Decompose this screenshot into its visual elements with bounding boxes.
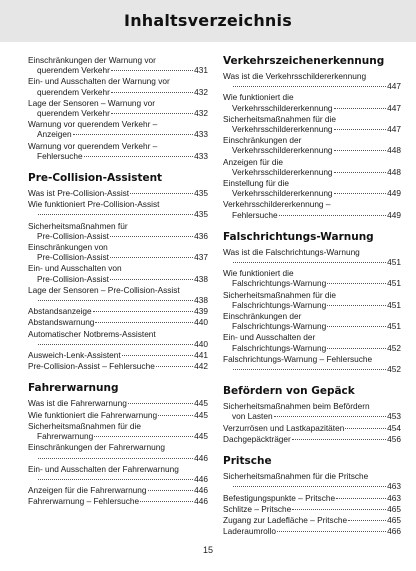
toc-entry[interactable] — [28, 119, 208, 139]
toc-entry-title: Was ist die Fahrerwarnung — [28, 398, 127, 409]
toc-entry[interactable] — [28, 199, 208, 219]
toc-entry-title: Einschränkungen der — [223, 311, 302, 322]
toc-entry[interactable] — [28, 285, 208, 305]
toc-entry-page: 436 — [194, 230, 208, 241]
toc-entry-page: 433 — [194, 150, 208, 161]
toc-entry-page: 447 — [387, 124, 401, 135]
toc-entry[interactable] — [28, 421, 208, 441]
toc-entry-line — [28, 421, 208, 431]
dot-leader — [156, 366, 193, 367]
toc-entry-page: 449 — [387, 209, 401, 220]
toc-entry-line — [223, 321, 401, 331]
toc-entry-line — [223, 354, 401, 364]
dot-leader — [110, 236, 193, 237]
toc-entry-page: 435 — [194, 209, 208, 220]
toc-entry-line — [223, 401, 401, 411]
toc-entry[interactable] — [28, 496, 208, 506]
dot-leader — [140, 501, 193, 502]
dot-leader — [327, 283, 386, 284]
toc-entry-line — [223, 124, 401, 134]
toc-entry-line — [28, 119, 208, 129]
toc-section — [223, 55, 401, 220]
toc-entry-page: 451 — [387, 257, 401, 268]
toc-entry-title: Ein- und Ausschalten der Fahrerwarnung — [28, 463, 179, 474]
toc-entry-page: 463 — [387, 481, 401, 492]
toc-entry-page: 440 — [194, 338, 208, 349]
toc-entry-title: Ein- und Ausschalten von — [28, 263, 122, 274]
toc-entry-line — [28, 361, 208, 371]
toc-entry-title: querendem Verkehr — [37, 86, 110, 97]
toc-entry[interactable] — [223, 178, 401, 198]
toc-entry-title: Wie funktioniert die Fahrerwarnung — [28, 409, 158, 420]
toc-entry-line — [223, 135, 401, 145]
toc-entry-line — [223, 103, 401, 113]
toc-entry[interactable] — [28, 141, 208, 161]
toc-entry-title: Verkehrsschildererkennung – — [223, 199, 331, 210]
toc-entry-title: Zugang zur Ladefläche – Pritsche — [223, 514, 348, 525]
toc-entry-title: Was ist die Verkehrsschildererkennung — [223, 71, 367, 81]
toc-entry-title: Warnung vor querendem Verkehr – — [28, 119, 158, 130]
toc-entry[interactable] — [28, 221, 208, 241]
dot-leader — [111, 113, 193, 114]
toc-entry[interactable] — [28, 76, 208, 96]
toc-entry-line — [223, 188, 401, 198]
dot-leader — [38, 214, 193, 215]
toc-entry-line — [28, 285, 208, 295]
toc-entry[interactable] — [223, 471, 401, 491]
toc-entry-line — [28, 410, 208, 420]
toc-entry-line — [223, 300, 401, 310]
toc-entry-page: 432 — [194, 86, 208, 97]
toc-entry-line — [28, 295, 208, 305]
toc-entry-line — [28, 76, 208, 86]
toc-entry-title: Einschränkungen von — [28, 242, 108, 253]
toc-entry-title: Pre-Collision-Assist – Fehlersuche — [28, 361, 155, 372]
dot-leader — [327, 326, 386, 327]
toc-entry-title: Anzeigen — [37, 129, 72, 140]
toc-entry[interactable] — [223, 157, 401, 177]
toc-entry[interactable] — [223, 504, 401, 514]
toc-entry-line — [28, 65, 208, 75]
toc-entry-line — [223, 257, 401, 267]
toc-entry-title: Sicherheitsmaßnahmen für die — [223, 113, 336, 124]
dot-leader — [348, 520, 386, 521]
toc-entry-line — [223, 145, 401, 155]
toc-entry-page: 439 — [194, 306, 208, 317]
toc-entry-page: 447 — [387, 81, 401, 92]
toc-entry-line — [223, 493, 401, 503]
toc-entry-page: 438 — [194, 295, 208, 306]
toc-entry-line — [28, 188, 208, 198]
toc-entry-page: 446 — [194, 452, 208, 463]
dot-leader — [148, 490, 194, 491]
toc-section — [28, 55, 208, 161]
toc-entry[interactable] — [223, 401, 401, 421]
dot-leader — [38, 300, 193, 301]
dot-leader — [334, 193, 387, 194]
toc-entry-line — [223, 199, 401, 209]
toc-entry-title: Verkehrsschildererkennung — [232, 124, 333, 135]
toc-entry-title: Falschrichtungs-Warnung — [232, 342, 327, 353]
toc-entry-title: Sicherheitsmaßnahmen für die Pritsche — [223, 471, 369, 482]
toc-entry-line — [28, 87, 208, 97]
toc-entry-title: querendem Verkehr — [37, 108, 110, 119]
dot-leader — [93, 311, 193, 312]
toc-entry-line — [28, 221, 208, 231]
section-title: Pre-Collision-Assistent — [28, 172, 163, 185]
dot-leader — [334, 172, 387, 173]
toc-entry-line — [223, 92, 401, 102]
toc-entry-title: Pre-Collision-Assist — [37, 230, 109, 241]
toc-entry[interactable] — [28, 464, 208, 484]
toc-entry-title: Dachgepäckträger — [223, 433, 291, 444]
toc-entry-title: Sicherheitsmaßnahmen für — [28, 220, 128, 231]
toc-entry-line — [28, 398, 208, 408]
toc-entry[interactable] — [223, 135, 401, 155]
dot-leader — [292, 439, 386, 440]
toc-entry-page: 445 — [194, 409, 208, 420]
dot-leader — [73, 134, 194, 135]
toc-entry-line — [28, 209, 208, 219]
toc-entry-page: 432 — [194, 108, 208, 119]
section-title: Fahrerwarnung — [28, 382, 119, 395]
toc-entry-title: Befestigungspunkte – Pritsche — [223, 492, 336, 503]
toc-entry-line — [223, 481, 401, 491]
dot-leader — [233, 262, 386, 263]
toc-entry[interactable] — [28, 329, 208, 349]
toc-entry-line — [223, 311, 401, 321]
toc-entry-page: 446 — [194, 473, 208, 484]
toc-entry-title: Lage der Sensoren – Warnung vor — [28, 97, 155, 108]
toc-entry[interactable] — [223, 199, 401, 219]
toc-entry[interactable] — [223, 268, 401, 288]
toc-entry-page: 465 — [387, 514, 401, 525]
toc-entry[interactable] — [28, 485, 208, 495]
toc-entry-page: 451 — [387, 321, 401, 332]
dot-leader — [95, 322, 193, 323]
dot-leader — [345, 428, 386, 429]
toc-entry[interactable] — [223, 290, 401, 310]
toc-section — [223, 455, 401, 536]
toc-entry-page: 463 — [387, 492, 401, 503]
toc-section — [28, 172, 208, 371]
toc-entry-title: Einstellung für die — [223, 178, 289, 189]
toc-entry-line — [223, 178, 401, 188]
toc-entry-line — [28, 98, 208, 108]
toc-entry-line — [223, 332, 401, 342]
toc-entry-line — [223, 278, 401, 288]
toc-entry-page: 453 — [387, 411, 401, 422]
toc-entry[interactable] — [28, 242, 208, 262]
toc-entry-line — [28, 242, 208, 252]
dot-leader — [122, 355, 193, 356]
toc-entry-title: Falschrichtungs-Warnung – Fehlersuche — [223, 353, 373, 364]
dot-leader — [38, 458, 193, 459]
toc-entry-line — [28, 339, 208, 349]
toc-entry-title: Falschrichtungs-Warnung — [232, 278, 327, 289]
toc-entry-page: 456 — [387, 433, 401, 444]
toc-entry-page: 449 — [387, 188, 401, 199]
toc-entry-title: Lage der Sensoren – Pre-Collision-Assist — [28, 284, 180, 295]
toc-entry-title: Verzurrösen und Lastkapazitäten — [223, 422, 345, 433]
dot-leader — [111, 92, 193, 93]
toc-entry-title: Was ist die Falschrichtungs-Warnung — [223, 246, 360, 257]
toc-entry-page: 445 — [194, 431, 208, 442]
toc-entry-title: Wie funktioniert die — [223, 92, 294, 103]
toc-entry-line — [28, 496, 208, 506]
toc-entry-line — [223, 247, 401, 257]
toc-entry-title: Anzeigen für die — [223, 156, 283, 167]
toc-entry[interactable] — [28, 361, 208, 371]
toc-entry-title: Wie funktioniert Pre-Collision-Assist — [28, 199, 160, 210]
toc-entry-page: 440 — [194, 317, 208, 328]
toc-entry[interactable] — [223, 92, 401, 112]
toc-entry[interactable] — [223, 423, 401, 433]
toc-entry-page: 441 — [194, 350, 208, 361]
toc-entry-title: Ein- und Ausschalten der Warnung vor — [28, 76, 170, 87]
toc-entry[interactable] — [28, 350, 208, 360]
toc-entry-title: Falschrichtungs-Warnung — [232, 321, 327, 332]
toc-column-right — [223, 55, 401, 547]
toc-entry-page: 466 — [387, 526, 401, 537]
dot-leader — [110, 279, 193, 280]
dot-leader — [334, 108, 387, 109]
toc-entry-line — [28, 55, 208, 65]
toc-entry-title: Einschränkungen der Warnung vor — [28, 55, 156, 65]
toc-entry-title: Laderaumrollo — [223, 526, 277, 537]
toc-entry[interactable] — [223, 515, 401, 525]
dot-leader — [130, 193, 193, 194]
toc-entry-title: Warnung vor querendem Verkehr – — [28, 140, 158, 151]
toc-entry-line — [28, 199, 208, 209]
toc-entry-line — [223, 434, 401, 444]
toc-entry[interactable] — [223, 493, 401, 503]
toc-entry-title: Verkehrsschildererkennung — [232, 188, 333, 199]
toc-entry-page: 442 — [194, 361, 208, 372]
toc-entry-title: Abstandswarnung — [28, 317, 95, 328]
toc-entry[interactable] — [223, 354, 401, 374]
toc-entry-title: Wie funktioniert die — [223, 268, 294, 279]
toc-entry-line — [28, 306, 208, 316]
dot-leader — [327, 348, 386, 349]
section-title: Verkehrszeichenerkennung — [223, 55, 385, 67]
toc-entry-title: Verkehrsschildererkennung — [232, 102, 333, 113]
toc-entry-page: 465 — [387, 503, 401, 514]
toc-entry-title: Automatischer Notbrems-Assistent — [28, 328, 156, 339]
toc-entry-title: Pre-Collision-Assist — [37, 273, 109, 284]
dot-leader — [94, 436, 193, 437]
toc-entry[interactable] — [28, 306, 208, 316]
toc-entry-line — [28, 329, 208, 339]
dot-leader — [274, 416, 387, 417]
toc-section — [223, 231, 401, 374]
dot-leader — [233, 86, 386, 87]
toc-entry[interactable] — [223, 311, 401, 331]
dot-leader — [111, 70, 193, 71]
dot-leader — [336, 498, 386, 499]
toc-entry-title: Sicherheitsmaßnahmen für die — [223, 289, 336, 300]
dot-leader — [277, 531, 386, 532]
toc-entry-page: 448 — [387, 166, 401, 177]
dot-leader — [334, 129, 387, 130]
toc-entry-line — [223, 343, 401, 353]
toc-entry-line — [28, 442, 208, 452]
toc-entry-line — [223, 526, 401, 536]
page-number: 15 — [202, 545, 213, 555]
toc-entry[interactable] — [28, 398, 208, 408]
toc-entry-line — [223, 411, 401, 421]
toc-entry-line — [28, 151, 208, 161]
toc-entry-page: 451 — [387, 278, 401, 289]
toc-entry-page: 431 — [194, 65, 208, 76]
toc-entry-line — [223, 515, 401, 525]
toc-entry-title: von Lasten — [232, 411, 273, 422]
dot-leader — [84, 156, 193, 157]
toc-entry-line — [223, 114, 401, 124]
dot-leader — [233, 369, 386, 370]
toc-entry-title: Schlitze – Pritsche — [223, 503, 292, 514]
toc-entry[interactable] — [223, 71, 401, 91]
toc-entry-title: Fahrerwarnung – Fehlersuche — [28, 496, 140, 507]
toc-entry-line — [28, 350, 208, 360]
dot-leader — [292, 509, 386, 510]
toc-entry-page: 437 — [194, 252, 208, 263]
dot-leader — [327, 305, 386, 306]
dot-leader — [334, 150, 387, 151]
toc-entry-line — [28, 108, 208, 118]
toc-entry-title: Anzeigen für die Fahrerwarnung — [28, 485, 147, 496]
dot-leader — [38, 479, 193, 480]
toc-entry-page: 446 — [194, 485, 208, 496]
toc-entry-line — [28, 317, 208, 327]
toc-entry-title: Falschrichtungs-Warnung — [232, 299, 327, 310]
toc-entry-page: 454 — [387, 422, 401, 433]
toc-entry-line — [223, 423, 401, 433]
toc-entry-line — [28, 274, 208, 284]
toc-section — [223, 385, 401, 444]
section-title: Falschrichtungs-Warnung — [223, 230, 374, 243]
toc-entry-title: Fehlersuche — [232, 209, 278, 220]
toc-entry-title: Sicherheitsmaßnahmen für die — [28, 420, 141, 431]
toc-entry-line — [223, 157, 401, 167]
toc-entry[interactable] — [28, 317, 208, 327]
toc-entry-line — [223, 364, 401, 374]
toc-entry-page: 446 — [194, 496, 208, 507]
toc-section — [28, 382, 208, 506]
toc-entry-line — [28, 252, 208, 262]
toc-entry-page: 452 — [387, 364, 401, 375]
dot-leader — [158, 415, 193, 416]
toc-entry-line — [223, 471, 401, 481]
toc-entry-title: Fahrerwarnung — [37, 431, 94, 442]
page-header — [0, 0, 416, 42]
toc-entry[interactable] — [28, 55, 208, 75]
toc-entry-page: 448 — [387, 145, 401, 156]
toc-entry-title: Was ist Pre-Collision-Assist — [28, 188, 130, 199]
toc-entry[interactable] — [223, 332, 401, 352]
dot-leader — [110, 257, 193, 258]
toc-entry-title: Einschränkungen der — [223, 135, 302, 146]
toc-entry[interactable] — [28, 98, 208, 118]
toc-entry[interactable] — [223, 247, 401, 267]
dot-leader — [279, 215, 386, 216]
toc-entry-line — [28, 129, 208, 139]
toc-entry-page: 435 — [194, 188, 208, 199]
toc-column-left — [28, 55, 208, 518]
toc-entry[interactable] — [28, 410, 208, 420]
toc-entry-line — [28, 141, 208, 151]
toc-entry[interactable] — [28, 188, 208, 198]
toc-entry-line — [223, 290, 401, 300]
toc-entry-line — [28, 231, 208, 241]
toc-entry-title: Verkehrsschildererkennung — [232, 145, 333, 156]
toc-entry-title: Pre-Collision-Assist — [37, 252, 109, 263]
toc-entry-title: Ausweich-Lenk-Assistent — [28, 350, 121, 361]
toc-entry-line — [28, 485, 208, 495]
toc-entry-title: querendem Verkehr — [37, 65, 110, 76]
toc-entry[interactable] — [223, 434, 401, 444]
toc-entry[interactable] — [28, 442, 208, 462]
toc-entry-line — [28, 464, 208, 474]
toc-entry-title: Sicherheitsmaßnahmen beim Befördern — [223, 401, 370, 412]
toc-entry-line — [28, 474, 208, 484]
toc-entry-line — [223, 71, 401, 81]
toc-entry[interactable] — [223, 114, 401, 134]
toc-entry-title: Verkehrsschildererkennung — [232, 166, 333, 177]
toc-entry[interactable] — [223, 526, 401, 536]
dot-leader — [128, 403, 193, 404]
toc-entry-title: Einschränkungen der Fahrerwarnung — [28, 442, 165, 453]
toc-entry-title: Fehlersuche — [37, 150, 83, 161]
toc-entry-line — [223, 504, 401, 514]
dot-leader — [233, 486, 386, 487]
dot-leader — [38, 344, 193, 345]
section-title: Pritsche — [223, 455, 272, 468]
toc-entry-title: Ein- und Ausschalten der — [223, 332, 316, 343]
toc-entry-page: 445 — [194, 398, 208, 409]
toc-entry-line — [223, 268, 401, 278]
toc-entry-line — [28, 453, 208, 463]
toc-entry-title: Abstandsanzeige — [28, 306, 92, 317]
toc-entry-line — [223, 210, 401, 220]
section-title: Befördern von Gepäck — [223, 385, 355, 398]
toc-entry-line — [28, 263, 208, 273]
toc-entry[interactable] — [28, 263, 208, 283]
page-title: Inhaltsverzeichnis — [124, 11, 292, 30]
toc-entry-line — [28, 431, 208, 441]
toc-entry-page: 433 — [194, 129, 208, 140]
toc-entry-page: 452 — [387, 342, 401, 353]
toc-entry-line — [223, 167, 401, 177]
toc-entry-page: 451 — [387, 299, 401, 310]
toc-entry-page: 447 — [387, 102, 401, 113]
toc-entry-line — [223, 81, 401, 91]
toc-entry-page: 438 — [194, 273, 208, 284]
